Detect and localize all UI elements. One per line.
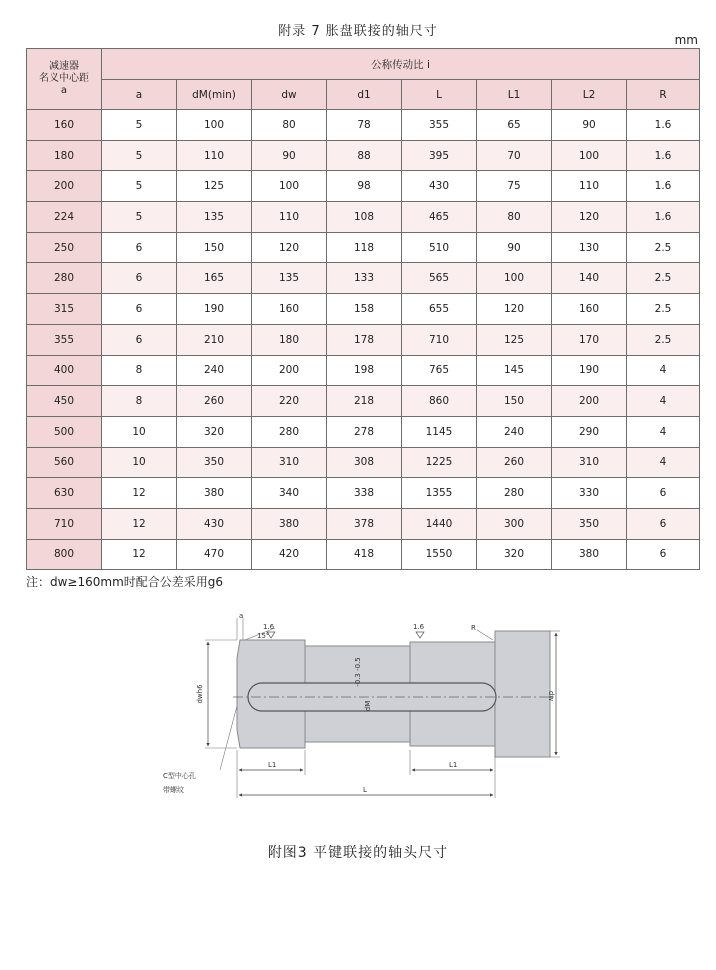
table-cell: 108 — [327, 202, 402, 233]
l1-right-label: L1 — [449, 761, 458, 769]
table-cell: 4 — [627, 416, 700, 447]
table-row — [27, 294, 700, 325]
table-cell: 150 — [177, 232, 252, 263]
table-note: 注：dw≥160mm时配合公差采用g6 — [26, 575, 224, 589]
table-cell: 1.6 — [627, 202, 700, 233]
table-cell: 220 — [252, 386, 327, 417]
table-cell: 355 — [402, 110, 477, 141]
table-cell: 160 — [252, 294, 327, 325]
column-header: a — [102, 80, 177, 110]
table-cell: 2.5 — [627, 294, 700, 325]
table-cell: 420 — [252, 539, 327, 570]
table-cell: 80 — [477, 202, 552, 233]
column-header: dM(min) — [177, 80, 252, 110]
table-cell: 130 — [552, 232, 627, 263]
table-cell: 2.5 — [627, 263, 700, 294]
table-cell: 118 — [327, 232, 402, 263]
table-cell: 100 — [552, 140, 627, 171]
column-header: L — [402, 80, 477, 110]
table-cell: 218 — [327, 386, 402, 417]
table-cell: 1.6 — [627, 110, 700, 141]
table-cell: 1145 — [402, 416, 477, 447]
dimension-table — [26, 48, 700, 570]
column-header: L2 — [552, 80, 627, 110]
center-distance-cell: 500 — [27, 416, 102, 447]
table-row — [27, 386, 700, 417]
angle-label: 15° — [257, 632, 270, 640]
table-cell: 5 — [102, 202, 177, 233]
table-cell: 350 — [177, 447, 252, 478]
table-cell: 310 — [552, 447, 627, 478]
table-cell: 5 — [102, 171, 177, 202]
table-cell: 310 — [252, 447, 327, 478]
table-cell: 200 — [552, 386, 627, 417]
table-cell: 380 — [177, 478, 252, 509]
table-cell: 6 — [102, 294, 177, 325]
corner-line: a — [60, 85, 68, 96]
table-cell: 120 — [552, 202, 627, 233]
table-cell: 710 — [402, 324, 477, 355]
corner-header — [27, 49, 102, 110]
table-cell: 160 — [552, 294, 627, 325]
table-cell: 260 — [177, 386, 252, 417]
table-cell: 4 — [627, 355, 700, 386]
center-distance-cell: 450 — [27, 386, 102, 417]
table-cell: 12 — [102, 508, 177, 539]
table-row — [27, 263, 700, 294]
center-hole-label: C型中心孔 — [163, 772, 196, 780]
table-cell: 12 — [102, 478, 177, 509]
table-cell: 470 — [177, 539, 252, 570]
table-cell: 655 — [402, 294, 477, 325]
column-header: L1 — [477, 80, 552, 110]
table-cell: 6 — [102, 324, 177, 355]
table-cell: 10 — [102, 447, 177, 478]
center-distance-cell: 160 — [27, 110, 102, 141]
table-row — [27, 478, 700, 509]
center-distance-cell: 224 — [27, 202, 102, 233]
table-cell: 240 — [477, 416, 552, 447]
table-cell: 178 — [327, 324, 402, 355]
corner-line: 减速器 — [49, 61, 79, 72]
table-row — [27, 539, 700, 570]
center-distance-cell: 315 — [27, 294, 102, 325]
table-cell: 110 — [552, 171, 627, 202]
table-cell: 145 — [477, 355, 552, 386]
center-distance-cell: 180 — [27, 140, 102, 171]
table-cell: 320 — [477, 539, 552, 570]
table-cell: 280 — [477, 478, 552, 509]
table-cell: 190 — [552, 355, 627, 386]
center-distance-cell: 800 — [27, 539, 102, 570]
table-cell: 100 — [477, 263, 552, 294]
table-cell: 4 — [627, 447, 700, 478]
table-cell: 1550 — [402, 539, 477, 570]
table-cell: 158 — [327, 294, 402, 325]
table-cell: 80 — [252, 110, 327, 141]
table-cell: 6 — [627, 539, 700, 570]
center-distance-cell: 200 — [27, 171, 102, 202]
table-cell: 378 — [327, 508, 402, 539]
table-cell: 278 — [327, 416, 402, 447]
figure-caption: 附图3 平键联接的轴头尺寸 — [267, 845, 449, 861]
table-cell: 90 — [477, 232, 552, 263]
table-cell: 350 — [552, 508, 627, 539]
center-distance-cell: 630 — [27, 478, 102, 509]
table-cell: 320 — [177, 416, 252, 447]
table-cell: 330 — [552, 478, 627, 509]
table-row — [27, 110, 700, 141]
column-header: R — [627, 80, 700, 110]
roughness-icon — [416, 632, 424, 638]
table-cell: 300 — [477, 508, 552, 539]
table-cell: 8 — [102, 355, 177, 386]
center-distance-cell: 400 — [27, 355, 102, 386]
table-cell: 340 — [252, 478, 327, 509]
shaft-shoulder — [495, 631, 550, 757]
a-label: a — [239, 612, 244, 620]
table-row — [27, 140, 700, 171]
table-cell: 2.5 — [627, 324, 700, 355]
table-cell: 100 — [252, 171, 327, 202]
table-cell: 150 — [477, 386, 552, 417]
table-cell: 308 — [327, 447, 402, 478]
table-cell: 465 — [402, 202, 477, 233]
page-title: 附录 7 胀盘联接的轴尺寸 — [278, 24, 438, 39]
table-cell: 1.6 — [627, 140, 700, 171]
table-cell: 90 — [552, 110, 627, 141]
unit-label: mm — [674, 33, 698, 47]
table-cell: 6 — [102, 263, 177, 294]
table-cell: 200 — [252, 355, 327, 386]
table-cell: 125 — [177, 171, 252, 202]
roughness-label-1: 1.6 — [263, 623, 275, 631]
column-header: dw — [252, 80, 327, 110]
table-cell: 190 — [177, 294, 252, 325]
center-distance-cell: 250 — [27, 232, 102, 263]
table-cell: 4 — [627, 386, 700, 417]
table-row — [27, 416, 700, 447]
table-cell: 565 — [402, 263, 477, 294]
shaft-drawing — [155, 610, 575, 810]
table-cell: 88 — [327, 140, 402, 171]
table-cell: 5 — [102, 110, 177, 141]
corner-line: 名义中心距 — [39, 73, 89, 84]
table-row — [27, 324, 700, 355]
table-cell: 2.5 — [627, 232, 700, 263]
table-cell: 210 — [177, 324, 252, 355]
table-cell: 120 — [477, 294, 552, 325]
table-cell: 380 — [252, 508, 327, 539]
table-row — [27, 447, 700, 478]
table-cell: 98 — [327, 171, 402, 202]
table-cell: 510 — [402, 232, 477, 263]
table-cell: 165 — [177, 263, 252, 294]
table-cell: 75 — [477, 171, 552, 202]
center-distance-cell: 710 — [27, 508, 102, 539]
table-cell: 338 — [327, 478, 402, 509]
table-cell: 125 — [477, 324, 552, 355]
table-cell: 5 — [102, 140, 177, 171]
center-distance-cell: 560 — [27, 447, 102, 478]
table-cell: 280 — [252, 416, 327, 447]
column-header: d1 — [327, 80, 402, 110]
table-cell: 1225 — [402, 447, 477, 478]
table-cell: 8 — [102, 386, 177, 417]
table-cell: 765 — [402, 355, 477, 386]
table-cell: 198 — [327, 355, 402, 386]
table-cell: 133 — [327, 263, 402, 294]
table-cell: 110 — [177, 140, 252, 171]
table-cell: 395 — [402, 140, 477, 171]
dm-label: dM — [364, 700, 372, 712]
table-cell: 110 — [252, 202, 327, 233]
table-cell: 135 — [252, 263, 327, 294]
table-cell: 1355 — [402, 478, 477, 509]
table-cell: 78 — [327, 110, 402, 141]
table-cell: 290 — [552, 416, 627, 447]
l1-left-label: L1 — [268, 761, 277, 769]
table-cell: 12 — [102, 539, 177, 570]
roughness-label-2: 1.6 — [413, 623, 425, 631]
table-row — [27, 508, 700, 539]
table-cell: 430 — [402, 171, 477, 202]
center-distance-cell: 280 — [27, 263, 102, 294]
table-cell: 260 — [477, 447, 552, 478]
table-row — [27, 232, 700, 263]
table-cell: 860 — [402, 386, 477, 417]
table-cell: 418 — [327, 539, 402, 570]
radius-label: R — [471, 624, 476, 632]
table-row — [27, 355, 700, 386]
table-cell: 120 — [252, 232, 327, 263]
table-cell: 380 — [552, 539, 627, 570]
table-cell: 1.6 — [627, 171, 700, 202]
table-cell: 240 — [177, 355, 252, 386]
table-cell: 1440 — [402, 508, 477, 539]
l-total-label: L — [363, 786, 367, 794]
table-cell: 170 — [552, 324, 627, 355]
table-cell: 6 — [627, 508, 700, 539]
table-cell: 6 — [627, 478, 700, 509]
table-row — [27, 202, 700, 233]
table-cell: 100 — [177, 110, 252, 141]
table-cell: 10 — [102, 416, 177, 447]
table-cell: 135 — [177, 202, 252, 233]
dw-label: dw — [547, 690, 555, 702]
table-row — [27, 171, 700, 202]
table-cell: 140 — [552, 263, 627, 294]
table-cell: 90 — [252, 140, 327, 171]
table-cell: 180 — [252, 324, 327, 355]
group-header: 公称传动比 i — [102, 49, 700, 80]
tolerance-label: -0.3 -0.5 — [354, 657, 362, 687]
table-cell: 70 — [477, 140, 552, 171]
table-cell: 6 — [102, 232, 177, 263]
thread-label: 带螺纹 — [163, 786, 184, 794]
table-cell: 430 — [177, 508, 252, 539]
center-distance-cell: 355 — [27, 324, 102, 355]
table-cell: 65 — [477, 110, 552, 141]
dwh-label: dwh6 — [196, 684, 204, 704]
